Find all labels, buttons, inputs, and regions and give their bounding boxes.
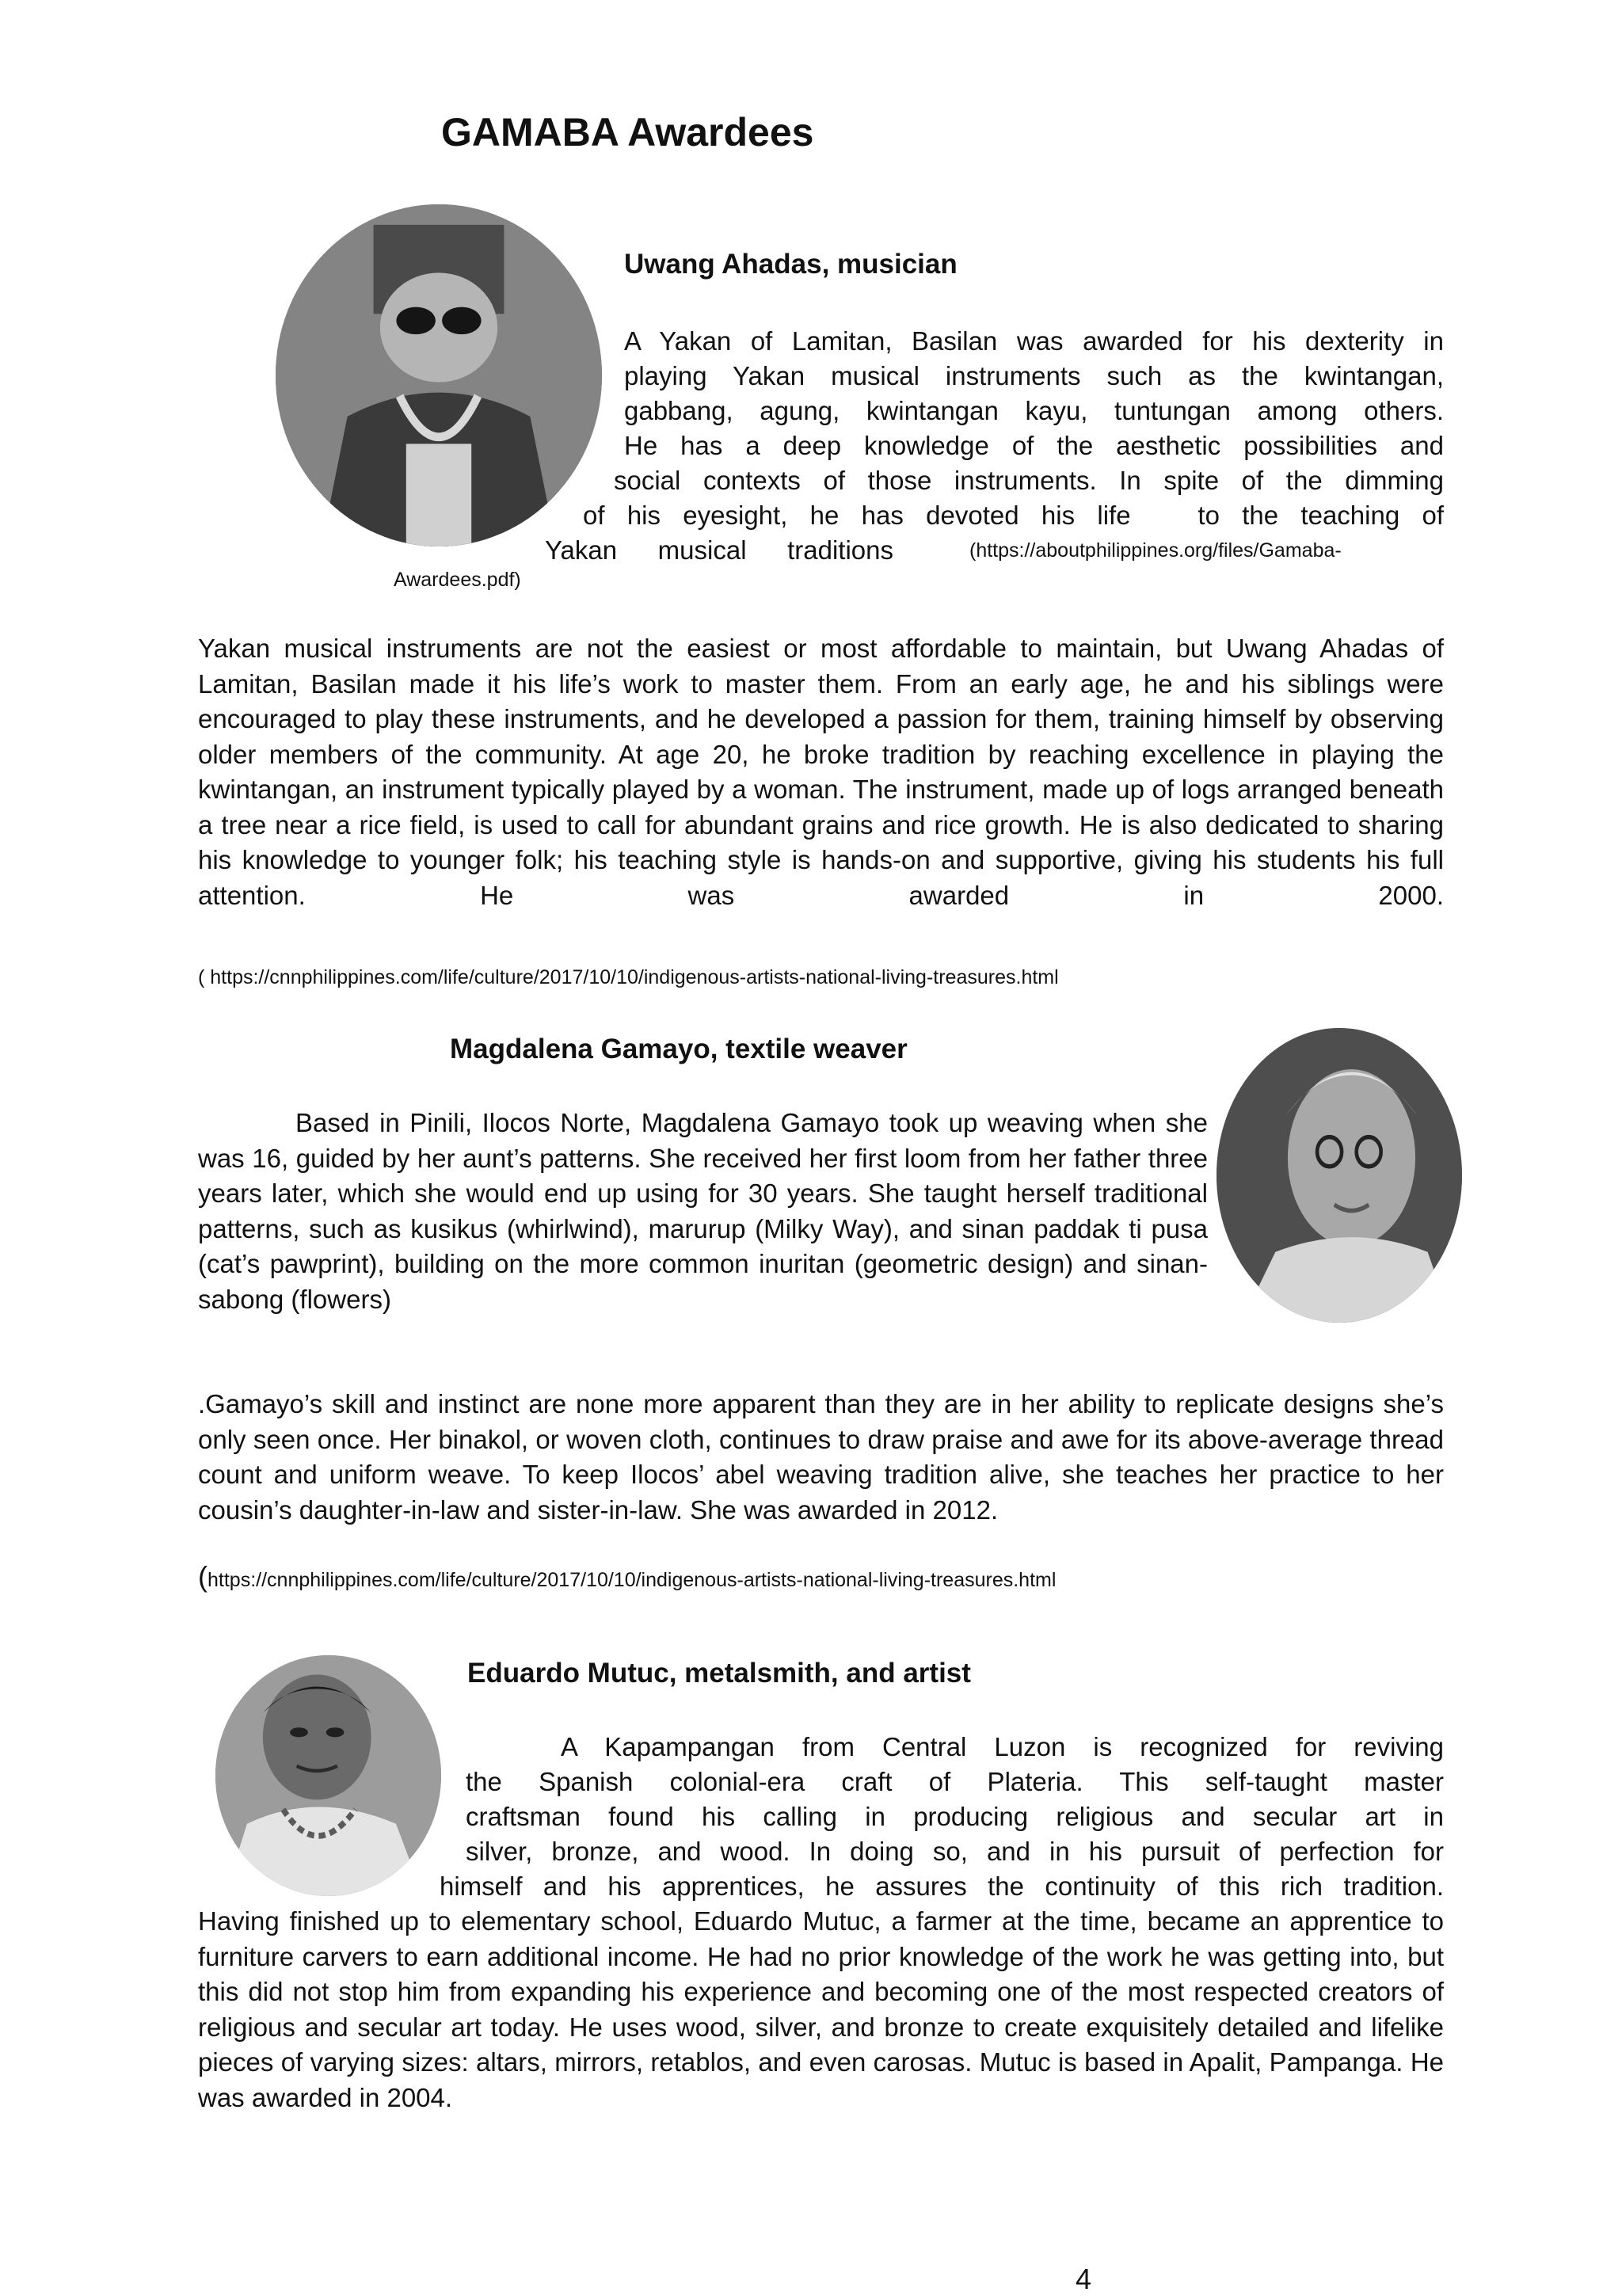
awardee3-heading: Eduardo Mutuc, metalsmith, and artist xyxy=(467,1658,971,1689)
awardee3-intro-line-3: craftsman found his calling in producing religious and secular art in xyxy=(466,1802,1444,1831)
portrait-eduardo-mutuc xyxy=(215,1655,441,1896)
awardee1-intro-line-2: playing Yakan musical instruments such as the kwintangan, xyxy=(624,361,1444,390)
awardee1-intro-line-5: social contexts of those instruments. In spite of the dimming xyxy=(614,466,1444,495)
awardee2-source-paren: ( xyxy=(198,1560,208,1593)
awardee1-source-link-part1[interactable]: (https://aboutphilippines.org/files/Gamaba- xyxy=(969,539,1342,562)
awardee1-source-link[interactable]: ( https://cnnphilippines.com/life/culture/2017/10/10/indigenous-artists-national-living-treasures.html xyxy=(198,966,1059,988)
awardee1-intro-line-6: of his eyesight, he has devoted his life to the teaching of xyxy=(583,501,1444,530)
awardee3-body: Having finished up to elementary school, Eduardo Mutuc, a farmer at the time, became an apprentice to furniture carvers to earn additional income. He had no prior knowledge of the work he was getting into, but this did not stop him from expanding his experience and becoming one of the most respected creators of religious and secular art today. He uses wood, silver, and bronze to create exquisitely detailed and lifelike pieces of varying sizes: altars, mirrors, retablos, and even carosas. Mutuc is based in Apalit, Pampanga. He was awarded in 2004. xyxy=(198,1906,1444,2112)
awardee1-heading: Uwang Ahadas, musician xyxy=(624,249,958,280)
page-number: 4 xyxy=(1076,2263,1092,2295)
awardee1-intro-line-1: A Yakan of Lamitan, Basilan was awarded for his dexterity in xyxy=(624,326,1444,356)
awardee2-source xyxy=(198,1560,1056,1593)
awardee1-intro-line-3: gabbang, agung, kwintangan kayu, tuntungan among others. xyxy=(624,396,1444,425)
portrait-uwang-ahadas xyxy=(276,204,602,546)
awardee2-heading: Magdalena Gamayo, textile weaver xyxy=(450,1034,908,1064)
awardee1-body: Yakan musical instruments are not the easiest or most affordable to maintain, but Uwang Ahadas of Lamitan, Basilan made it his life’s work to master them. From an early age, he and his siblings were encouraged to play these instruments, and he developed a passion for them, training himself by observing older members of the community. At age 20, he broke tradition by reaching excellence in playing the kwintangan, an instrument typically played by a woman. The instrument, made up of logs arranged beneath a tree near a rice field, is used to call for abundant grains and rice growth. He is also dedicated to sharing his knowledge to younger folk; his teaching style is hands-on and supportive, giving his students his full attention. He was awarded in 2000. xyxy=(198,634,1444,910)
awardee3-intro-line-1: A Kapampangan from Central Luzon is recognized for reviving xyxy=(561,1732,1444,1761)
awardee2-body: .Gamayo’s skill and instinct are none more apparent than they are in her ability to replicate designs she’s only seen once. Her binakol, or woven cloth, continues to draw praise and awe for its above-average thread count and uniform weave. To keep Ilocos’ abel weaving tradition alive, she teaches her practice to her cousin’s daughter-in-law and sister-in-law. She was awarded in 2012. xyxy=(198,1389,1444,1525)
page-title: GAMABA Awardees xyxy=(441,110,814,154)
awardee3-intro-line-2: the Spanish colonial-era craft of Plateria. This self-taught master xyxy=(466,1767,1444,1796)
awardee1-intro-line-4: He has a deep knowledge of the aesthetic possibilities and xyxy=(624,431,1444,460)
awardee1-source-link-part2[interactable]: Awardees.pdf) xyxy=(394,569,521,591)
awardee1-intro-line-7: Yakan musical traditions xyxy=(545,535,893,565)
awardee3-intro-line-4: silver, bronze, and wood. In doing so, and in his pursuit of perfection for xyxy=(466,1837,1444,1866)
portrait-magdalena-gamayo xyxy=(1216,1028,1462,1323)
awardee3-intro-line-5: himself and his apprentices, he assures the continuity of this rich tradition. xyxy=(440,1871,1444,1901)
awardee2-intro: Based in Pinili, Ilocos Norte, Magdalena Gamayo took up weaving when she was 16, guided by her aunt’s patterns. She received her first loom from her father three years later, which she would end up using for 30 years. She taught herself traditional patterns, such as kusikus (whirlwind), marurup (Milky Way), and sinan paddak ti pusa (cat’s pawprint), building on the more common inuritan (geometric design) and sinan-sabong (flowers) xyxy=(198,1108,1208,1314)
awardee2-source-link[interactable]: https://cnnphilippines.com/life/culture/2017/10/10/indigenous-artists-national-living-treasures.html xyxy=(208,1569,1057,1591)
